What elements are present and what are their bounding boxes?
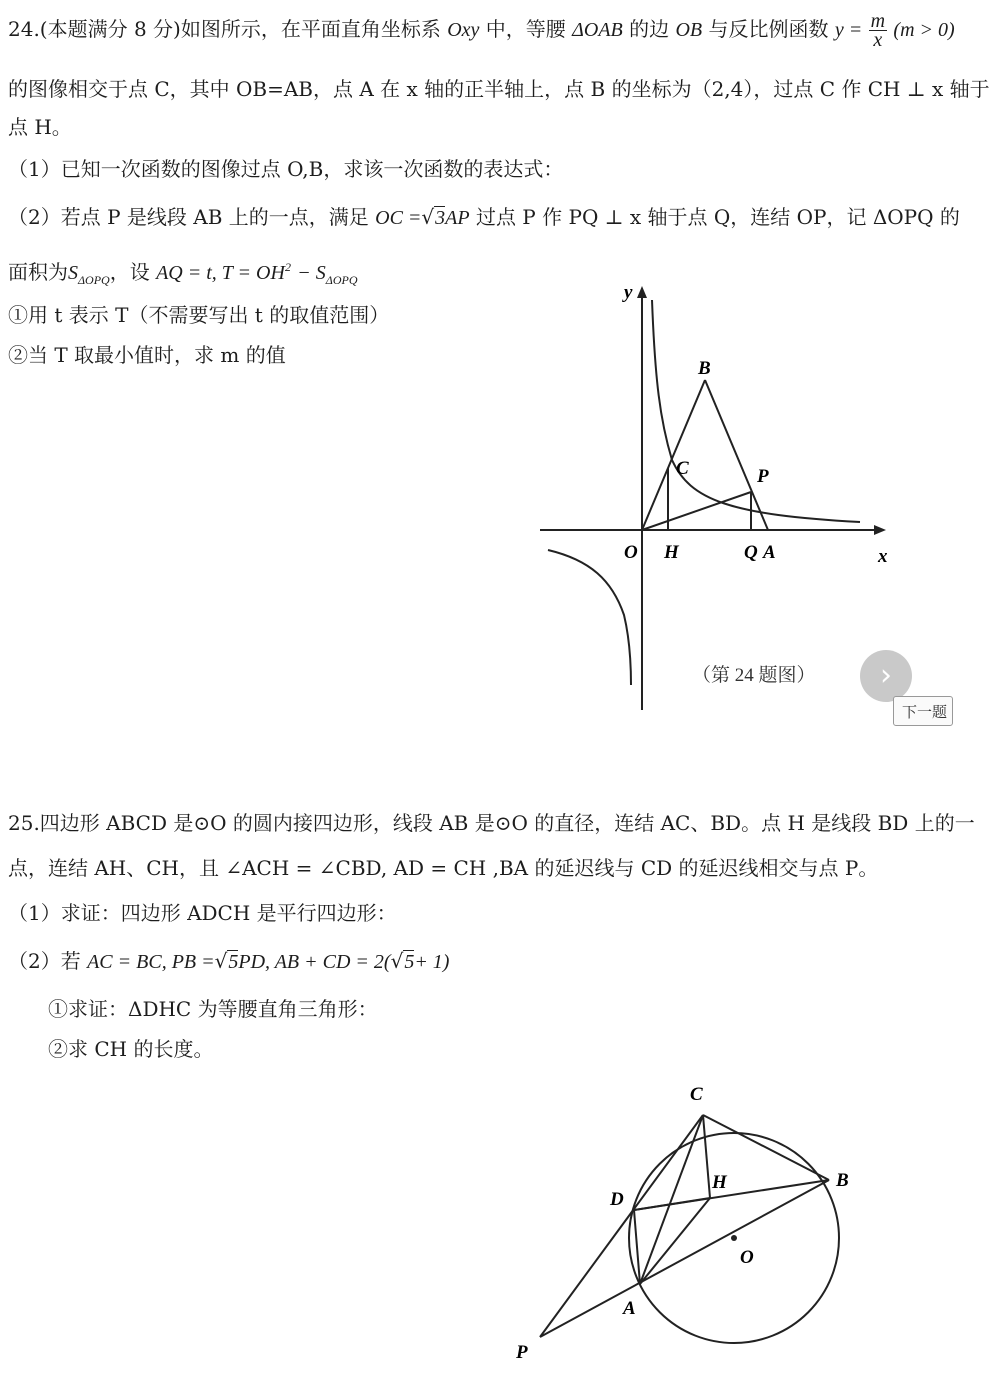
- label-x: x: [878, 546, 888, 567]
- segment-ob: [642, 380, 705, 530]
- q24-eq: OC =: [375, 207, 422, 229]
- segment-ah: [640, 1198, 710, 1284]
- q24-text: 过点 P 作 PQ ⊥ x 轴于点 Q，连结 OP，记 ΔOPQ 的: [475, 205, 960, 229]
- q25-sqrt: 5: [228, 951, 239, 973]
- center-o: [731, 1235, 737, 1241]
- q25-part-2: （2）若 AC = BC, PB =√5PD, AB + CD = 2(√5+ 1): [8, 949, 450, 973]
- label-p: P: [757, 466, 769, 487]
- q24-sup: 2: [284, 260, 291, 274]
- segment-cb: [703, 1115, 829, 1180]
- q24-frac-num: m: [870, 10, 886, 32]
- label-h: H: [712, 1172, 727, 1193]
- q24-text: ，设: [109, 260, 150, 284]
- label-c: C: [690, 1084, 703, 1105]
- next-question-tab[interactable]: 下一题: [893, 696, 953, 726]
- label-y: y: [624, 282, 633, 303]
- label-o: O: [624, 542, 638, 563]
- q24-text: 中，等腰: [485, 17, 566, 41]
- q24-text: （2）若点 P 是线段 AB 上的一点，满足: [8, 205, 369, 229]
- q24-head: 24.(本题满分 8 分)如图所示，在平面直角坐标系: [8, 17, 441, 41]
- next-button[interactable]: [860, 650, 912, 702]
- q25-text: （2）若: [8, 949, 81, 973]
- q25-sub-2: ②求 CH 的长度。: [48, 1037, 214, 1061]
- q25-sub-1: ①求证：ΔDHC 为等腰直角三角形：: [48, 997, 378, 1021]
- q24-part-2: （2）若点 P 是线段 AB 上的一点，满足 OC =√3AP 过点 P 作 PQ ⊥ x 轴于点 Q，连结 OP，记 ΔOPQ 的: [8, 205, 960, 229]
- chevron-right-icon: ›: [880, 658, 892, 693]
- q24-eq: − S: [297, 262, 326, 284]
- q24-sqrt: 3: [435, 207, 446, 229]
- q24-text: 的边: [629, 17, 670, 41]
- q25-sqrt: 5: [404, 951, 415, 973]
- q25-eq: PD, AB + CD = 2(: [238, 951, 391, 973]
- q24-text: 与反比例函数: [708, 17, 829, 41]
- q24-func-y: y =: [834, 19, 863, 41]
- label-c: C: [676, 458, 689, 479]
- label-d: D: [610, 1189, 624, 1210]
- figure-24-caption: （第 24 题图）: [692, 665, 816, 686]
- q24-sub-1: ①用 t 表示 T（不需要写出 t 的取值范围）: [8, 303, 390, 327]
- q24-text: 面积为: [8, 260, 68, 284]
- q24-line-2: 的图像相交于点 C，其中 OB=AB，点 A 在 x 轴的正半轴上，点 B 的坐标为（2,4），过点 C 作 CH ⊥ x 轴于: [8, 77, 990, 101]
- q25-line-2: 点，连结 AH、CH，且 ∠ACH = ∠CBD, AD = CH ,BA 的延迟线与 CD 的延迟线相交与点 P。: [8, 856, 879, 880]
- label-b: B: [836, 1170, 849, 1191]
- q25-line-1: 25.四边形 ABCD 是⊙O 的圆内接四边形，线段 AB 是⊙O 的直径，连结 AC、BD。点 H 是线段 BD 上的一: [8, 811, 975, 835]
- q24-line-3: 点 H。: [8, 115, 72, 139]
- segment-op: [642, 492, 751, 530]
- q24-var-oxy: Oxy: [447, 19, 480, 41]
- hyperbola-branch-1: [652, 300, 860, 522]
- hyperbola-branch-3: [548, 550, 631, 685]
- q24-eq: AQ = t, T = OH: [156, 262, 285, 284]
- x-axis-arrow: [874, 525, 886, 535]
- segment-ch: [703, 1115, 710, 1198]
- q24-sub: ΔOPQ: [78, 273, 110, 287]
- q25-part-1: （1）求证：四边形 ADCH 是平行四边形：: [8, 901, 397, 925]
- q24-func-cond: (m > 0): [893, 19, 955, 41]
- q24-ob: OB: [675, 19, 703, 41]
- segment-ca: [640, 1115, 703, 1284]
- label-h: H: [664, 542, 679, 563]
- label-q: Q: [744, 542, 758, 563]
- q24-triangle: ΔOAB: [572, 19, 623, 41]
- y-axis-arrow: [637, 286, 647, 298]
- q24-eq: AP: [445, 207, 470, 229]
- segment-pc: [540, 1115, 703, 1337]
- label-o: O: [740, 1247, 754, 1268]
- q24-sub-2: ②当 T 取最小值时，求 m 的值: [8, 343, 286, 367]
- label-a: A: [763, 542, 776, 563]
- q24-s: S: [68, 262, 78, 284]
- q25-eq: + 1): [414, 951, 450, 973]
- label-b: B: [698, 358, 711, 379]
- label-a: A: [623, 1298, 636, 1319]
- q24-frac-den: x: [873, 29, 883, 51]
- q24-part-1: （1）已知一次函数的图像过点 O,B，求该一次函数的表达式：: [8, 157, 564, 181]
- segment-pb: [540, 1180, 829, 1337]
- figure-25: [515, 1084, 849, 1363]
- q25-eq: AC = BC, PB =: [87, 951, 215, 973]
- q24-sub: ΔOPQ: [325, 273, 358, 287]
- label-p: P: [516, 1342, 528, 1363]
